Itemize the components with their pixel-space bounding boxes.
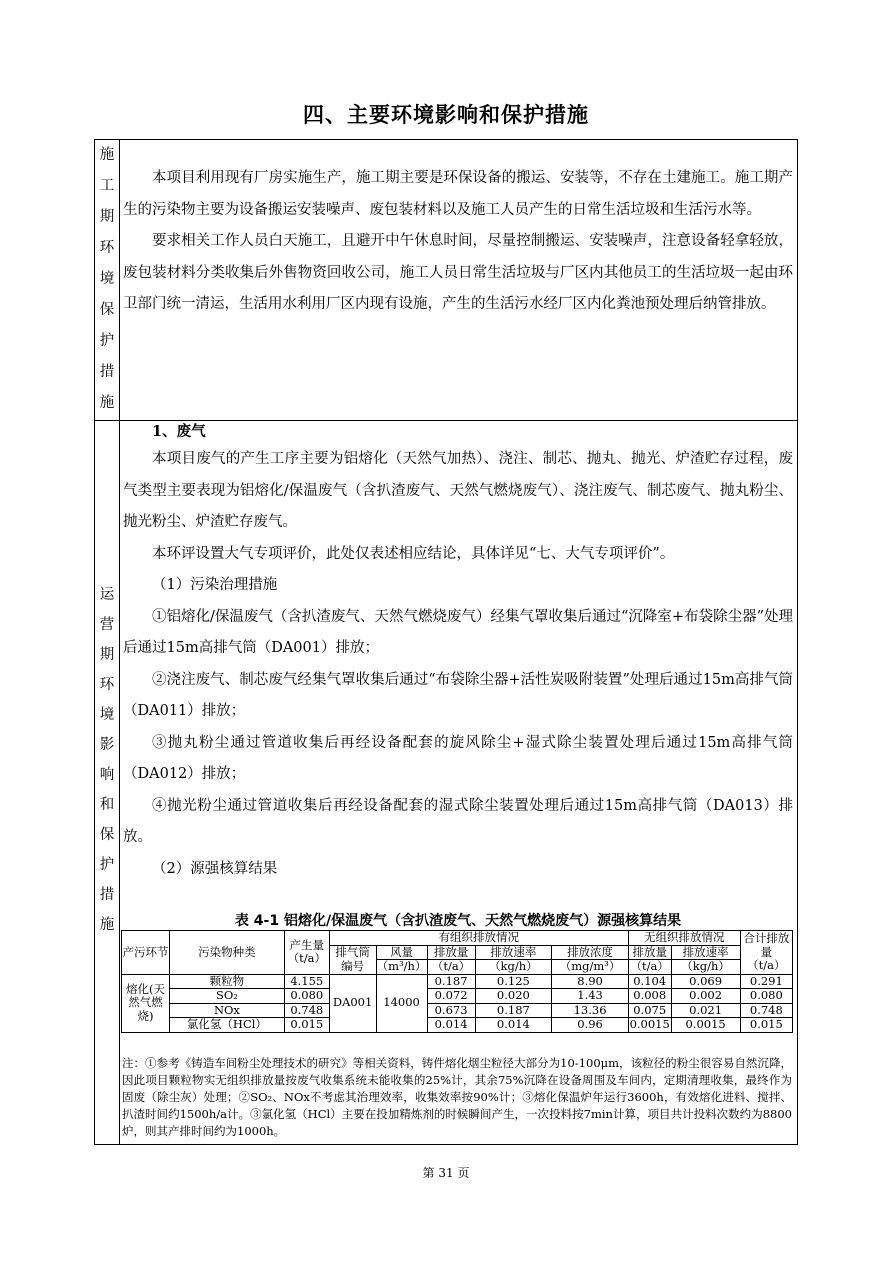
label-char: 环 <box>99 677 115 693</box>
label-char: 营 <box>99 617 115 633</box>
header-total <box>740 931 792 975</box>
section-label-construction <box>95 140 119 419</box>
cell-total: 0.080 <box>740 989 792 1004</box>
construction-text <box>123 163 793 321</box>
table-row <box>122 989 793 1004</box>
header-pollutant <box>169 931 284 975</box>
label-char: 施 <box>99 395 115 411</box>
cell-pollutant: SO₂ <box>169 989 284 1004</box>
cell-unorg-rate: 0.002 <box>671 989 740 1004</box>
cell-unorg-rate: 0.069 <box>671 974 740 989</box>
table-row <box>122 974 793 989</box>
header-unorg-rate: 排放速率 <box>671 945 740 960</box>
header-org-amount: 排放量 <box>427 945 475 960</box>
header-text: 产生量 <box>289 937 325 952</box>
cell-org-rate: 0.187 <box>475 1003 552 1018</box>
cell-total: 0.015 <box>740 1018 792 1033</box>
label-char: 期 <box>99 209 115 225</box>
cell-generated: 0.080 <box>284 989 329 1004</box>
emission-table <box>121 930 793 1033</box>
paragraph: （1）污染治理措施 <box>152 577 278 593</box>
cell-org-rate: 0.125 <box>475 974 552 989</box>
page-number: 第 31 页 <box>422 1166 470 1180</box>
paragraph: 本项目废气的产生工序主要为铝熔化（天然气加热）、浇注、制芯、抛丸、抛光、炉渣贮存过程，废气类型主要表现为铝熔化/保温废气（含扒渣废气、天然气燃烧废气）、浇注废气、制芯废气、抛丸粉尘、抛光粉尘、炉渣贮存废气。 <box>123 451 793 530</box>
label-char: 影 <box>99 737 115 753</box>
label-char: 措 <box>99 887 115 903</box>
cell-unorg-amount: 0.075 <box>628 1003 671 1018</box>
label-char: 环 <box>99 240 115 256</box>
label-char: 保 <box>99 302 115 318</box>
cell-unorg-amount: 0.0015 <box>629 1017 670 1031</box>
paragraph: 要求相关工作人员白天施工，且避开中午休息时间，尽量控制搬运、安装噪声，注意设备轻拿轻放，废包装材料分类收集后外售物资回收公司，施工人员日常生活垃圾与厂区内其他员工的生活垃圾一起由环卫部门统一清运，生活用水利用厂区内现有设施，产生的生活污水经厂区内化粪池预处理后纳管排放。 <box>123 233 793 312</box>
flow-cell: 14000 <box>376 974 427 1032</box>
label-char: 保 <box>99 827 115 843</box>
paragraph: ④抛光粉尘通过管道收集后再经设备配套的湿式除尘装置处理后通过15m高排气筒（DA013）排放。 <box>123 797 793 845</box>
cell-org-conc: 8.90 <box>552 974 629 989</box>
paragraph: 本环评设置大气专项评价，此处仅表述相应结论，具体详见“七、大气专项评价”。 <box>152 545 675 562</box>
label-char: 和 <box>99 797 115 813</box>
label-char: 期 <box>99 647 115 663</box>
paragraph: 本项目利用现有厂房实施生产，施工期主要是环保设备的搬运、安装等，不存在土建施工。施工期产生的污染物主要为设备搬运安装噪声、废包装材料以及施工人员产生的日常生活垃圾和生活污水等。 <box>123 170 793 218</box>
cell-org-conc: 13.36 <box>552 1003 629 1018</box>
cell-pollutant: NOx <box>169 1003 284 1018</box>
label-char: 境 <box>99 707 115 723</box>
header-process <box>122 931 170 975</box>
cell-org-conc: 0.96 <box>552 1018 629 1033</box>
header-stack: 排气筒编号 <box>329 945 376 974</box>
unit-org-amount: （t/a） <box>427 960 475 975</box>
cell-org-rate: 0.020 <box>475 989 552 1004</box>
paragraph: ①铝熔化/保温废气（含扒渣废气、天然气燃烧废气）经集气罩收集后通过“沉降室+布袋除尘器”处理后通过15m高排气筒（DA001）排放； <box>123 608 793 656</box>
cell-generated: 4.155 <box>284 974 329 989</box>
cell-unorg-rate: 0.0015 <box>671 1018 740 1033</box>
header-org-conc: 排放浓度 <box>552 945 629 960</box>
column-divider <box>119 140 120 1144</box>
section-label-operation <box>95 580 119 940</box>
label-char: 境 <box>99 271 115 287</box>
header-flow: 风量 <box>376 945 427 960</box>
table-caption: 表 4-1 铝熔化/保温废气（含扒渣废气、天然气燃烧废气）源强核算结果 <box>234 913 682 929</box>
unit-unorg-amount: （t/a） <box>628 960 671 975</box>
cell-generated: 0.015 <box>284 1018 329 1033</box>
header-text: 产污环节 <box>122 944 169 959</box>
table-row <box>122 1003 793 1018</box>
cell-pollutant: 颗粒物 <box>169 974 284 989</box>
label-char: 工 <box>99 178 115 194</box>
header-generated <box>284 931 329 975</box>
cell-org-amount: 0.187 <box>427 974 475 989</box>
label-char: 响 <box>99 767 115 783</box>
table-notes: 注：①参考《铸造车间粉尘处理技术的研究》等相关资料，铸件熔化烟尘粒径大部分为10-100μm，该粒径的粉尘很容易自然沉降，因此项目颗粒物实无组织排放量按废气收集系统未能收集的25%计，其余75%沉降在设备周围及车间内，定期清理收集，最终作为固废（除尘灰）处理；②SO₂、NOx不考虑其治理效率，收集效率按90%计；③熔化保温炉年运行3600h，有效熔化进料、搅拌、扒渣时间约1500h/a计。③氯化氢（HCl）主要在投加精炼剂的时候瞬间产生，一次投料按7min计算，项目共计投料次数约为8800炉，则其产排时间约为1000h。 <box>122 1056 792 1138</box>
operation-text <box>123 420 793 885</box>
cell-org-amount: 0.014 <box>427 1018 475 1033</box>
page-title: 四、主要环境影响和保护措施 <box>303 103 589 127</box>
paragraph: ②浇注废气、制芯废气经集气罩收集后通过“布袋除尘器+活性炭吸附装置”处理后通过15m高排气筒（DA011）排放； <box>123 671 793 719</box>
table-header-row <box>122 931 793 946</box>
cell-org-conc: 1.43 <box>552 989 629 1004</box>
label-char: 施 <box>99 917 115 933</box>
stack-cell: DA001 <box>329 974 376 1032</box>
content-table <box>94 139 798 1145</box>
label-char: 措 <box>99 364 115 380</box>
cell-org-amount: 0.673 <box>427 1003 475 1018</box>
cell-unorg-rate: 0.021 <box>671 1003 740 1018</box>
cell-total: 0.748 <box>740 1003 792 1018</box>
label-char: 护 <box>99 857 115 873</box>
header-text: 合计排放量 <box>743 931 790 959</box>
unit-unorg-rate: （kg/h） <box>671 960 740 975</box>
header-unit: （t/a） <box>287 951 326 966</box>
cell-total: 0.291 <box>740 974 792 989</box>
label-char: 护 <box>99 333 115 349</box>
header-organized: 有组织排放情况 <box>329 931 628 946</box>
header-text: 污染物种类 <box>198 944 256 959</box>
header-unit: （t/a） <box>747 958 786 972</box>
cell-pollutant: 氯化氢（HCl） <box>169 1018 284 1033</box>
unit-flow: （m³/h） <box>376 959 427 973</box>
section-heading: 1、废气 <box>152 423 206 440</box>
header-org-rate: 排放速率 <box>475 945 552 960</box>
unit-org-rate: （kg/h） <box>475 960 552 975</box>
header-unorg-amount: 排放量 <box>628 945 671 960</box>
paragraph: （2）源强核算结果 <box>152 860 278 877</box>
label-char: 施 <box>99 147 115 163</box>
unit-org-conc: （mg/m³） <box>552 960 629 975</box>
process-cell: 熔化(天然气燃烧) <box>122 974 170 1032</box>
header-unorganized: 无组织排放情况 <box>628 931 740 946</box>
cell-org-amount: 0.072 <box>427 989 475 1004</box>
cell-generated: 0.748 <box>284 1003 329 1018</box>
cell-unorg-amount: 0.008 <box>628 989 671 1004</box>
cell-org-rate: 0.014 <box>475 1018 552 1033</box>
table-row <box>122 1018 793 1033</box>
label-char: 运 <box>99 587 115 603</box>
cell-unorg-amount: 0.104 <box>628 974 671 989</box>
paragraph: ③抛丸粉尘通过管道收集后再经设备配套的旋风除尘+湿式除尘装置处理后通过15m高排气筒（DA012）排放； <box>123 734 793 782</box>
